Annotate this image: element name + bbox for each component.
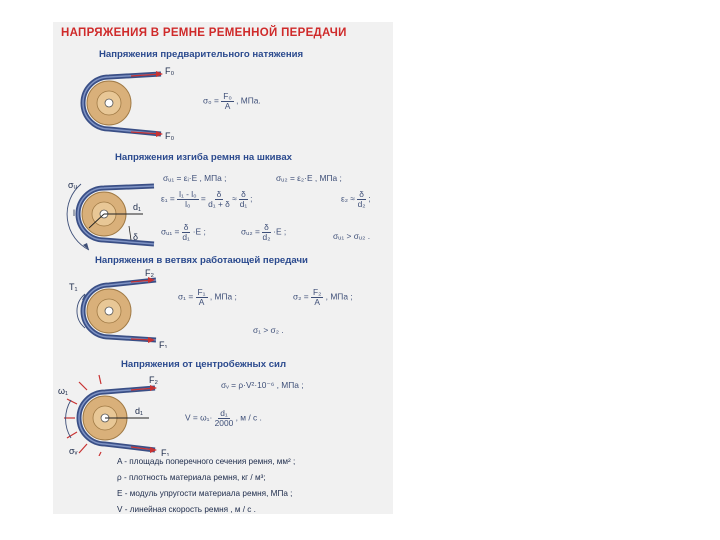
poster-sheet [53,22,393,514]
formula-su2: σᵤ₂ = ε₂·E , МПа ; [276,173,342,183]
formula-lhs: ε₂ ≈ [341,193,355,204]
section-heading-bending: Напряжения изгиба ремня на шкивах [115,152,293,163]
formula-lhs: V = ω₁· [185,412,213,423]
legend [117,454,295,518]
fraction [182,223,191,242]
legend-item [117,502,295,518]
formula-epsilon2 [341,190,371,209]
formula-sigma2 [293,288,353,307]
denominator: A [224,100,231,111]
denominator: d₁ + δ [208,198,230,209]
numerator: δ [183,222,189,232]
legend-item [117,454,295,470]
denominator: A [198,296,205,307]
label-f0-top: F₀ [165,66,175,76]
formula-sigma0 [203,92,261,111]
numerator: d₁ [220,408,228,418]
formula-unit: , МПа. [236,95,261,106]
working-diagram [61,266,181,348]
formula-lhs: ε₁ = [161,193,175,204]
label-delta: δ [133,232,139,242]
label-t1: T₁ [69,282,78,292]
fraction [208,190,230,209]
fraction [221,92,234,111]
numerator: F₂ [312,287,322,297]
label-f0-bottom: F₀ [165,131,175,141]
omega-arrow [66,400,71,438]
legend-item [117,486,295,502]
legend-text: - модуль упругости материала ремня, МПа ; [122,489,293,498]
denominator: d₂ [357,198,366,209]
legend-symbol: ρ [117,473,122,482]
formula-su2-expanded [241,223,286,242]
numerator: δ [216,189,222,199]
numerator: δ [359,189,364,199]
numerator: F₀ [223,91,232,101]
pretension-diagram [61,62,211,144]
formula-rhs: ·E ; [192,226,206,237]
fraction [196,288,208,307]
formula-rhs: ·E ; [273,226,287,237]
label-sigma-u: σᵤ [68,180,77,190]
poster-title: НАПРЯЖЕНИЯ В РЕМНЕ РЕМЕННОЙ ПЕРЕДАЧИ [61,27,347,39]
section-heading-pretension: Напряжения предварительного натяжения [99,49,304,60]
denominator: A [314,296,320,307]
pulley [87,81,131,125]
formula-lhs: σᵤ₂ = [241,226,260,237]
legend-symbol: A [117,457,123,466]
formula-end: ; [250,193,253,204]
denominator: 2000 [214,417,234,428]
formula-lhs: σᵤ₁ = [161,226,180,237]
label-l: l [73,208,75,218]
formula-unit: , МПа ; [209,291,237,302]
formula-su1-expanded [161,223,206,242]
label-sigma-v: σᵥ [69,446,78,456]
fraction [311,288,323,307]
legend-text: - линейная скорость ремня , м / с . [122,505,256,514]
formula-sigma-compare: σ₁ > σ₂ . [253,325,284,335]
formula-epsilon1 [161,190,252,209]
label-f1: F₁ [159,340,168,348]
denominator: d₁ [239,198,248,209]
centrifugal-diagram [55,368,180,456]
fraction [262,223,271,242]
formula-lhs: σ₂ = [293,291,309,302]
formula-su-compare: σᵤ₁ > σᵤ₂ . [333,231,371,241]
formula-end: ; [368,193,371,204]
formula-lhs: σ₀ = [203,95,219,106]
pulley [87,289,131,333]
label-f2: F₂ [145,268,154,278]
numerator: l₁ - l₀ [179,189,197,199]
bending-diagram [59,162,169,262]
formula-unit: , МПа ; [325,291,353,302]
numerator: δ [241,189,246,199]
label-f2: F₂ [149,375,158,385]
formula-lhs: σ₁ = [178,291,194,302]
numerator: F₁ [197,287,206,297]
fraction [357,190,366,209]
equals-sign: = [200,193,206,204]
formula-velocity [185,409,262,428]
legend-text: - площадь поперечного сечения ремня, мм² ; [122,457,296,466]
denominator: d₂ [262,231,271,242]
fraction [239,190,248,209]
formula-su1: σᵤ₁ = εᵢ·E , МПа ; [163,173,227,183]
legend-item [117,470,295,486]
denominator: d₁ [182,231,190,242]
label-f1: F₁ [161,448,170,456]
numerator: δ [264,222,269,232]
legend-symbol: E [117,489,123,498]
legend-text: - плотность материала ремня, кг / м³; [121,473,266,482]
label-d1: d₁ [135,406,144,416]
fraction [215,409,234,428]
formula-sigma1 [178,288,237,307]
label-d1: d₁ [133,202,142,212]
approx-sign: ≈ [232,193,237,204]
fraction [177,190,198,209]
formula-unit: , м / с . [235,412,262,423]
label-omega1: ω₁ [58,386,69,396]
section-heading-centrifugal: Напряжения от центробежных сил [121,359,287,370]
legend-symbol: V [117,505,123,514]
section-heading-working: Напряжения в ветвях работающей передачи [95,255,308,266]
formula-sigma-v: σᵥ = ρ·V²·10⁻⁶ , МПа ; [221,380,304,390]
denominator: l₀ [185,198,191,209]
